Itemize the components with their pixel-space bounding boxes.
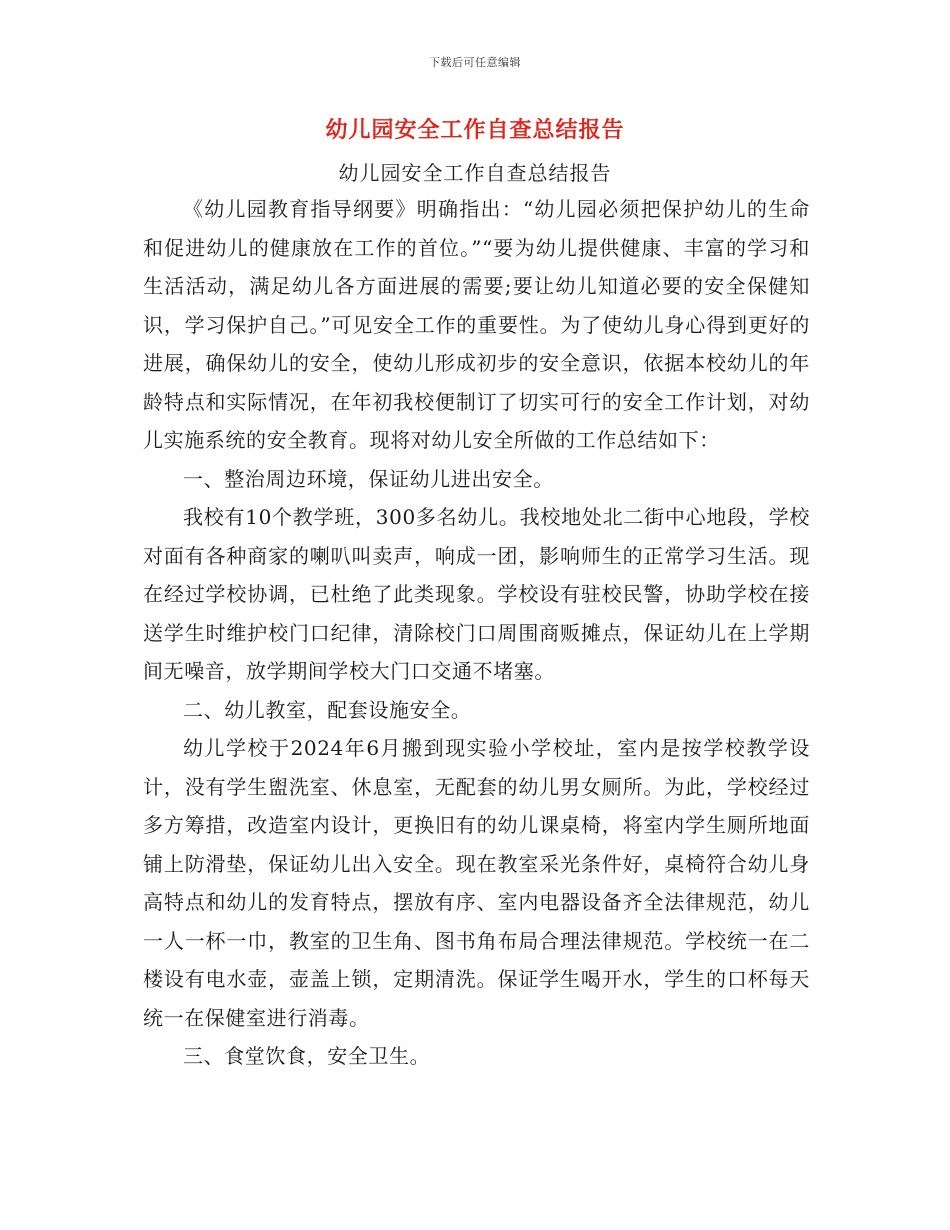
classroom-paragraph: 幼儿学校于2024年6月搬到现实验小学校址，室内是按学校教学设计，没有学生盥洗室、休息室，无配套的幼儿男女厕所。为此，学校经过多方筹措，改造室内设计，更换旧有的幼儿课桌椅，将室内学生厕所地面铺上防滑垫，保证幼儿出入安全。现在教室采光条件好，桌椅符合幼儿身高特点和幼儿的发育特点，摆放有序、室内电器设备齐全法律规范，幼儿一人一杯一巾，教室的卫生角、图书角布局合理法律规范。学校统一在二楼设有电水壶，壶盖上锁，定期清洗。保证学生喝开水，学生的口杯每天统一在保健室进行消毒。 (143, 736, 810, 1030)
page-header-note: 下载后可任意编辑 (429, 56, 521, 69)
document-body (143, 190, 810, 1076)
section-heading-canteen: 三、食堂饮食，安全卫生。 (183, 1044, 431, 1068)
intro-paragraph: 《幼儿园教育指导纲要》明确指出：“幼儿园必须把保护幼儿的生命和促进幼儿的健康放在工作的首位。”“要为幼儿提供健康、丰富的学习和生活活动，满足幼儿各方面进展的需要;要让幼儿知道必要的安全保健知识，学习保护自己。”可见安全工作的重要性。为了使幼儿身心得到更好的进展，确保幼儿的安全，使幼儿形成初步的安全意识，依据本校幼儿的年龄特点和实际情况，在年初我校便制订了切实可行的安全工作计划，对幼儿实施系统的安全教育。现将对幼儿安全所做的工作总结如下： (143, 197, 810, 452)
environment-paragraph: 我校有10个教学班，300多名幼儿。我校地处北二街中心地段，学校对面有各种商家的喇叭叫卖声，响成一团，影响师生的正常学习生活。现在经过学校协调，已杜绝了此类现象。学校设有驻校民警，协助学校在接送学生时维护校门口纪律，清除校门口周围商贩摊点，保证幼儿在上学期间无噪音，放学期间学校大门口交通不堵塞。 (143, 505, 810, 683)
document-title: 幼儿园安全工作自查总结报告 (325, 117, 625, 143)
section-heading-classroom: 二、幼儿教室，配套设施安全。 (183, 697, 472, 722)
document-subtitle: 幼儿园安全工作自查总结报告 (338, 161, 612, 185)
section-heading-environment: 一、整治周边环境，保证幼儿进出安全。 (183, 466, 554, 491)
